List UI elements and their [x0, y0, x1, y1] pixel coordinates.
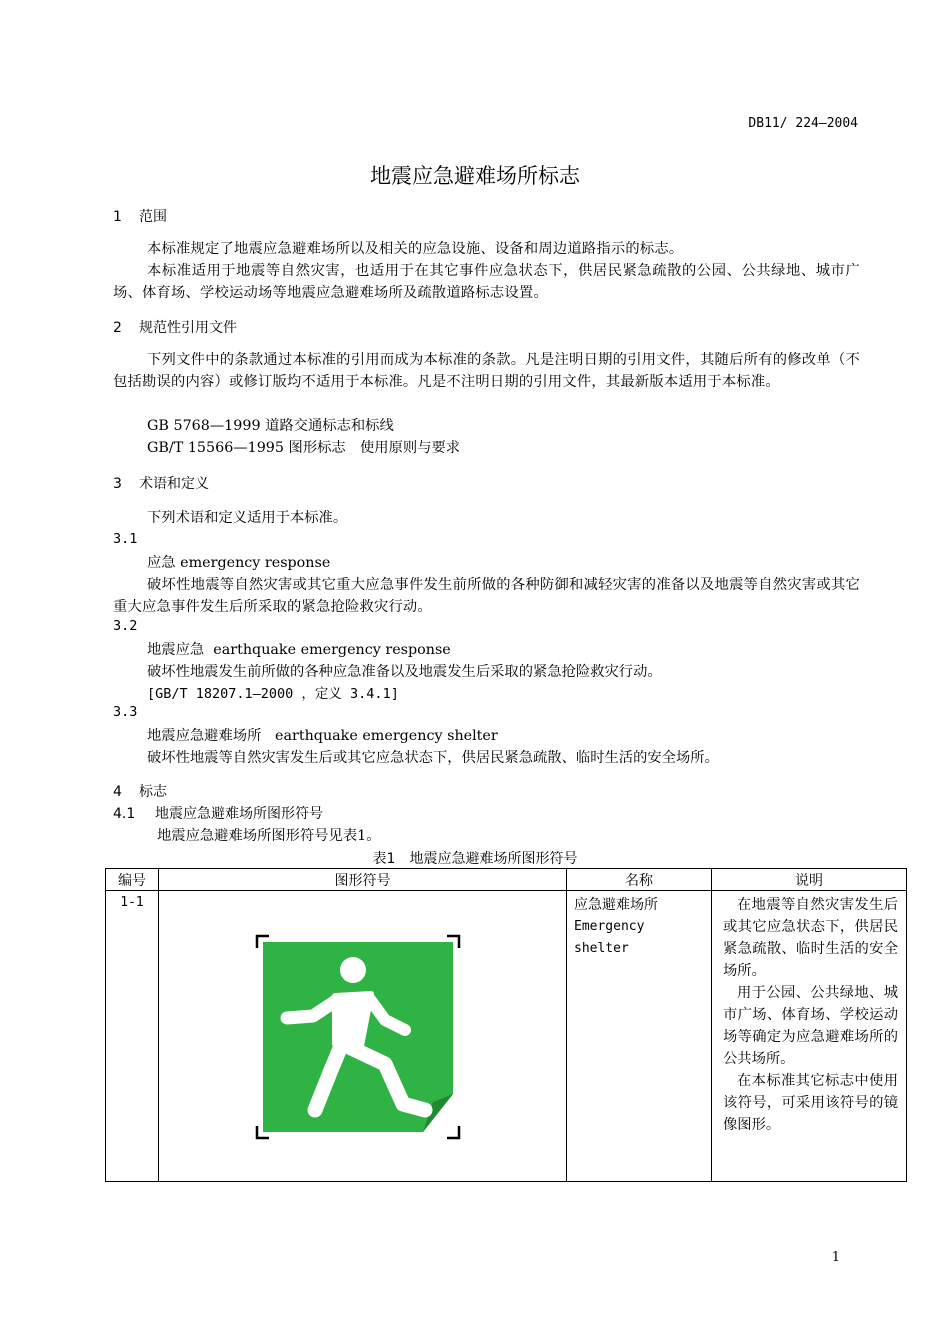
reference-2: GB/T 15566—1995 图形标志 使用原则与要求 — [147, 440, 461, 456]
section-number: 1 — [113, 209, 122, 225]
term-zh: 应急 — [147, 555, 176, 571]
section-title: 地震应急避难场所图形符号 — [155, 806, 323, 822]
cell-description — [712, 891, 907, 1182]
term-en: earthquake emergency shelter — [275, 728, 498, 744]
name-en-line-2: shelter — [574, 941, 629, 956]
cell-name — [567, 891, 712, 1182]
term-3-3-definition: 破坏性地震等自然灾害发生后或其它应急状态下，供居民紧急疏散、临时生活的安全场所。 — [147, 750, 719, 766]
header-name: 名称 — [567, 869, 712, 891]
s1-paragraph-2: 本标准适用于地震等自然灾害，也适用于在其它事件应急状态下，供居民紧急疏散的公园、公共绿地、城市广场、体育场、学校运动场等地震应急避难场所及疏散道路标志设置。 — [113, 263, 860, 301]
description-paragraph: 在本标准其它标志中使用该符号，可采用该符号的镜像图形。 — [723, 1073, 898, 1133]
cell-id: 1-1 — [106, 891, 159, 1182]
section-number: 2 — [113, 320, 122, 336]
s41-text: 地震应急避难场所图形符号见表1。 — [157, 828, 381, 844]
cell-symbol — [159, 891, 567, 1182]
document-code: DB11/ 224—2004 — [748, 116, 858, 131]
section-1-heading — [113, 206, 167, 226]
term-3-2-number: 3.2 — [113, 618, 138, 634]
description-paragraph: 在地震等自然灾害发生后或其它应急状态下，供居民紧急疏散、临时生活的安全场所。 — [723, 897, 898, 979]
name-en-line-1: Emergency — [574, 919, 645, 934]
section-number: 3 — [113, 476, 122, 492]
table-caption: 表1 地震应急避难场所图形符号 — [372, 851, 578, 867]
section-title: 规范性引用文件 — [139, 320, 237, 336]
term-en: earthquake emergency response — [213, 642, 451, 658]
section-title: 术语和定义 — [139, 476, 209, 492]
s1-paragraph-1: 本标准规定了地震应急避难场所以及相关的应急设施、设备和周边道路指示的标志。 — [147, 241, 684, 257]
section-3-heading — [113, 473, 209, 493]
s2-paragraph: 下列文件中的条款通过本标准的引用而成为本标准的条款。凡是注明日期的引用文件，其随后所有的修改单（不包括勘误的内容）或修订版均不适用于本标准。凡是不注明日期的引用文件，其最新版本适用于本标准。 — [113, 352, 860, 390]
table-header-row — [106, 869, 907, 891]
term-en: emergency response — [180, 555, 331, 571]
s3-intro: 下列术语和定义适用于本标准。 — [147, 510, 348, 526]
section-2-heading — [113, 317, 237, 337]
reference-1: GB 5768—1999 道路交通标志和标线 — [147, 418, 394, 434]
header-id: 编号 — [106, 869, 159, 891]
header-symbol: 图形符号 — [159, 869, 567, 891]
term-3-1-title — [147, 552, 330, 574]
section-4-1-heading — [113, 803, 323, 823]
section-title: 标志 — [139, 784, 167, 800]
section-number: 4.1 — [113, 806, 136, 822]
running-person-icon — [255, 934, 461, 1140]
term-3-2-title — [147, 639, 451, 661]
name-zh: 应急避难场所 — [574, 897, 658, 913]
header-description: 说明 — [712, 869, 907, 891]
term-3-3-title — [147, 725, 498, 747]
section-title: 范围 — [139, 209, 167, 225]
term-zh: 地震应急避难场所 — [147, 728, 262, 744]
document-title: 地震应急避难场所标志 — [370, 164, 580, 188]
page-number: 1 — [831, 1250, 840, 1265]
symbol-table — [105, 868, 907, 1182]
section-4-heading — [113, 781, 167, 801]
table-row — [106, 891, 907, 1182]
term-3-1-number: 3.1 — [113, 531, 138, 547]
section-number: 4 — [113, 784, 122, 800]
description-paragraph: 用于公园、公共绿地、城市广场、体育场、学校运动场等确定为应急避难场所的公共场所。 — [723, 985, 898, 1067]
term-zh: 地震应急 — [147, 642, 205, 658]
term-3-2-reference: [GB/T 18207.1—2000 ，定义 3.4.1] — [147, 686, 399, 702]
term-3-3-number: 3.3 — [113, 704, 138, 720]
term-3-1-definition: 破坏性地震等自然灾害或其它重大应急事件发生前所做的各种防御和减轻灾害的准备以及地震等自然灾害或其它重大应急事件发生后所采取的紧急抢险救灾行动。 — [113, 577, 860, 615]
term-3-2-definition: 破坏性地震发生前所做的各种应急准备以及地震发生后采取的紧急抢险救灾行动。 — [147, 664, 662, 680]
